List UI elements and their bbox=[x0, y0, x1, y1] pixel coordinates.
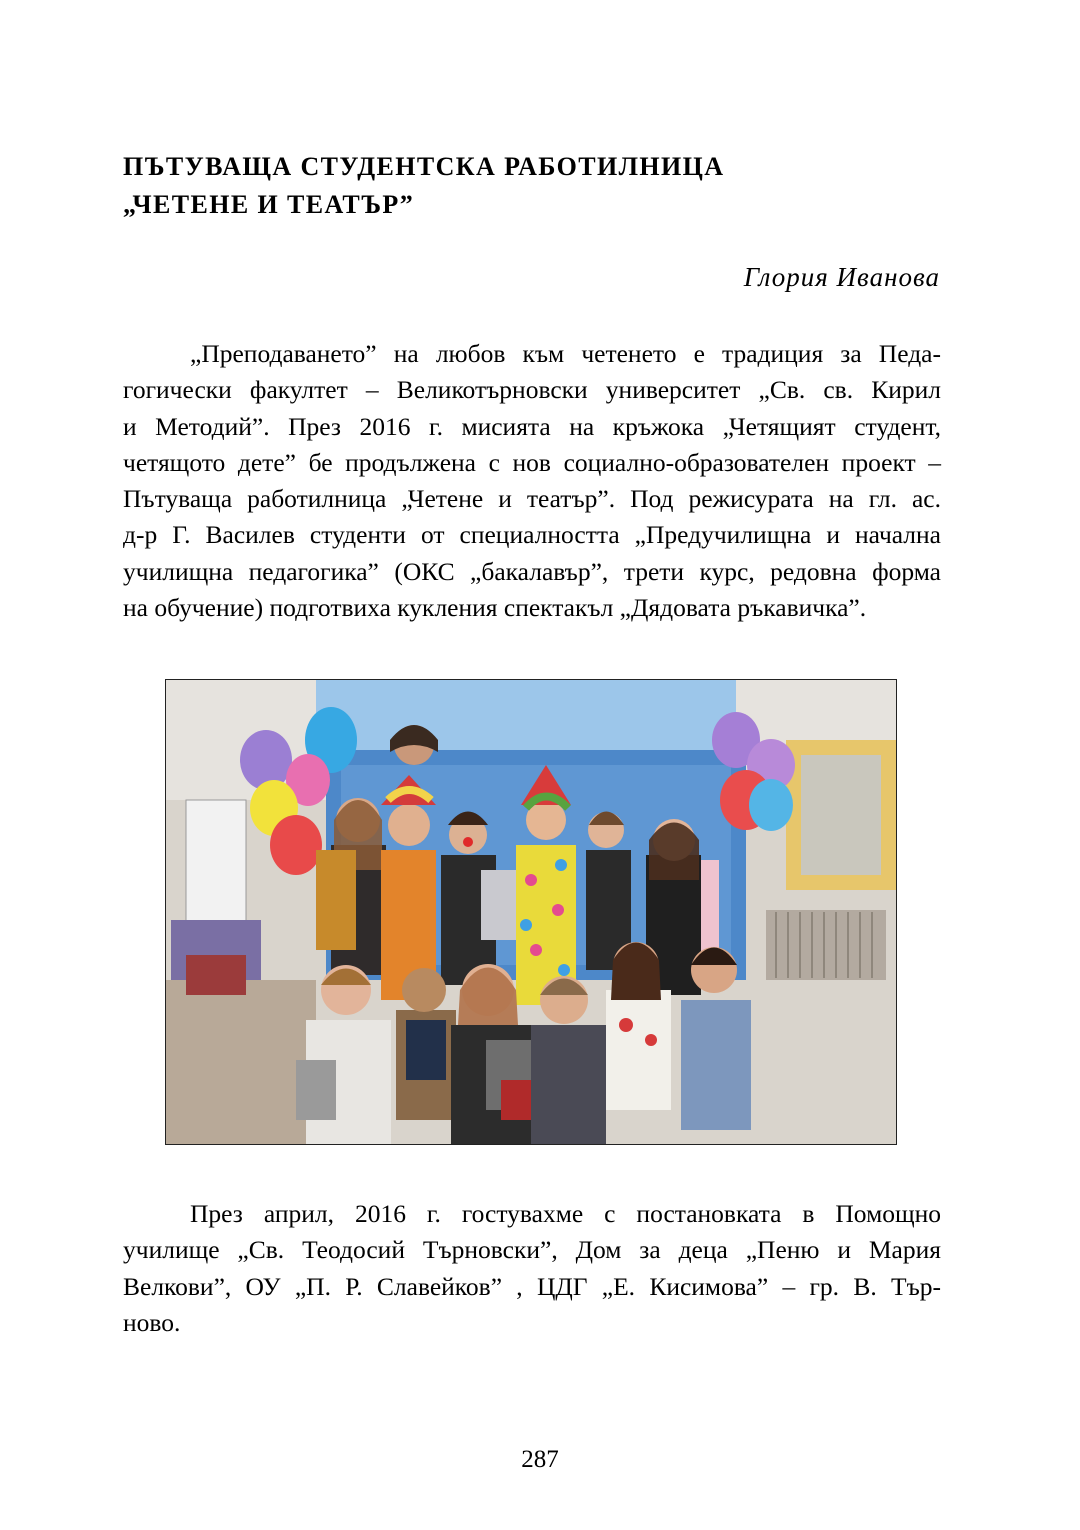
group-photo-icon bbox=[165, 679, 897, 1145]
paragraph-line: на обучение) подготвиха кукления спектакъл „Дядовата ръкавичка”. bbox=[123, 593, 867, 623]
paragraph-line: „Преподаването” на любов към четенето е традиция за Педа- bbox=[190, 339, 941, 368]
paragraph-2 bbox=[123, 1196, 941, 1341]
author-name: Глория Иванова bbox=[743, 262, 940, 292]
paragraph-line: и Методий”. През 2016 г. мисията на кръжока „Четящият студент, bbox=[123, 411, 941, 441]
paragraph-line: ново. bbox=[123, 1307, 181, 1337]
paragraph-line: училищна педагогика” (ОКС „бакалавър”, трети курс, редовна форма bbox=[123, 556, 941, 586]
paragraph-line: д-р Г. Василев студенти от специалността „Предучилищна и начална bbox=[123, 520, 941, 550]
title-line-2: „ЧЕТЕНЕ И ТЕАТЪР” bbox=[123, 190, 415, 219]
paragraph-line: четящото дете” бе продължена с нов социално-образователен проект – bbox=[123, 447, 941, 477]
title-line-1: ПЪТУВАЩА СТУДЕНТСКА РАБОТИЛНИЦА bbox=[123, 152, 725, 181]
paragraph-line: училище „Св. Теодосий Търновски”, Дом за деца „Пеню и Мария bbox=[123, 1235, 941, 1265]
paragraph-1 bbox=[123, 336, 941, 626]
paragraph-line: Велкови”, ОУ „П. Р. Славейков” , ЦДГ „Е. Кисимова” – гр. В. Тър- bbox=[123, 1271, 941, 1301]
page-number: 287 bbox=[521, 1446, 559, 1473]
paragraph-line: Пътуваща работилница „Четене и театър”. Под режисурата на гл. ас. bbox=[123, 484, 941, 514]
article-title bbox=[123, 148, 943, 224]
paragraph-line: През април, 2016 г. гостувахме с постановката в Помощно bbox=[190, 1199, 941, 1228]
paragraph-line: гогически факултет – Великотърновски университет „Св. св. Кирил bbox=[123, 375, 941, 405]
